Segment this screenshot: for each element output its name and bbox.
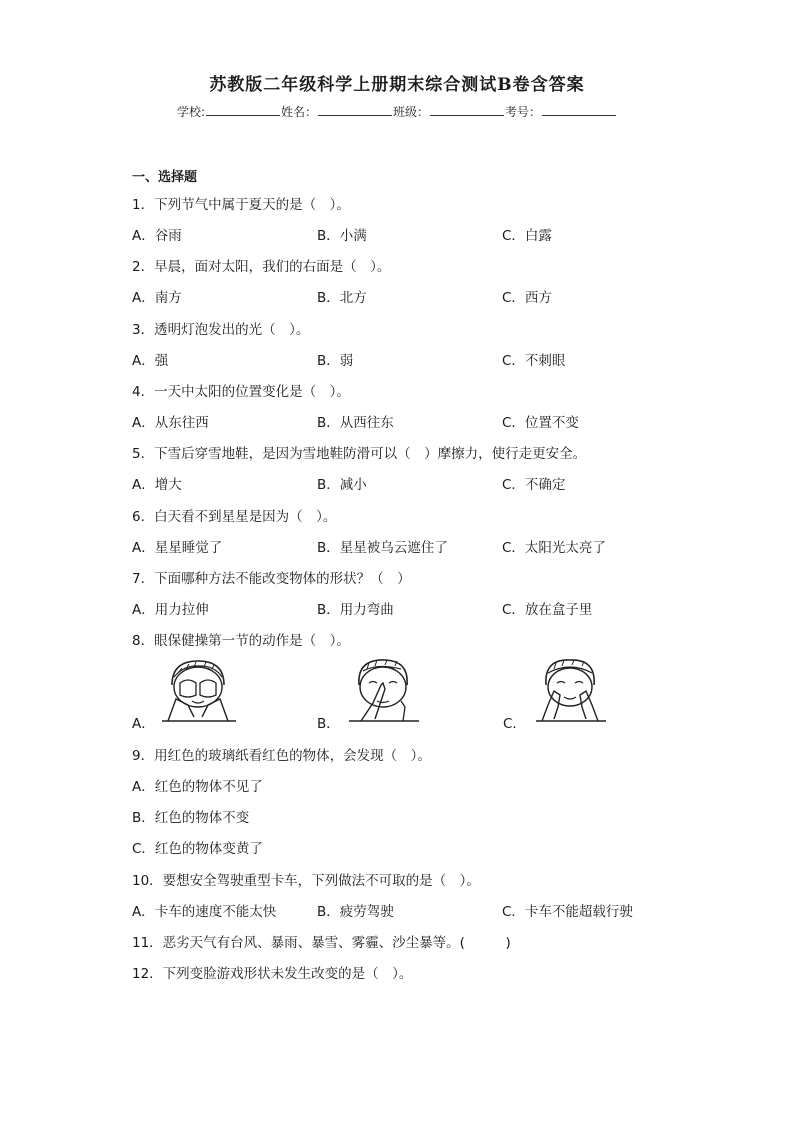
option-c[interactable]: C．白露 bbox=[502, 228, 552, 244]
question-12: 12．下列变脸游戏形状未发生改变的是（ ）。 bbox=[132, 966, 413, 982]
option-a[interactable]: A． bbox=[132, 716, 155, 732]
option-a[interactable]: A．强 bbox=[132, 353, 169, 369]
question-2-options bbox=[132, 286, 692, 306]
option-a[interactable]: A．卡车的速度不能太快 bbox=[132, 904, 277, 920]
option-b[interactable]: B．用力弯曲 bbox=[317, 602, 394, 618]
option-b[interactable]: B．弱 bbox=[317, 353, 354, 369]
question-6-options bbox=[132, 536, 692, 556]
class-blank[interactable] bbox=[430, 103, 504, 116]
question-10: 10．要想安全驾驶重型卡车，下列做法不可取的是（ ）。 bbox=[132, 873, 480, 889]
option-b[interactable]: B．红色的物体不变 bbox=[132, 810, 250, 826]
question-7-options bbox=[132, 598, 692, 618]
question-1-options bbox=[132, 224, 692, 244]
option-a[interactable]: A．南方 bbox=[132, 290, 182, 306]
option-a[interactable]: A．增大 bbox=[132, 477, 182, 493]
child-pressing-cheeks-icon bbox=[530, 655, 610, 723]
question-7: 7．下面哪种方法不能改变物体的形状？（ ） bbox=[132, 571, 411, 587]
question-4-options bbox=[132, 411, 692, 431]
option-c[interactable]: C．不确定 bbox=[502, 477, 566, 493]
question-3: 3．透明灯泡发出的光（ ）。 bbox=[132, 322, 310, 338]
question-9: 9．用红色的玻璃纸看红色的物体，会发现（ ）。 bbox=[132, 748, 431, 764]
option-b[interactable]: B．星星被乌云遮住了 bbox=[317, 540, 448, 556]
question-1: 1．下列节气中属于夏天的是（ ）。 bbox=[132, 197, 350, 213]
option-a[interactable]: A．星星睡觉了 bbox=[132, 540, 223, 556]
exam-number-blank[interactable] bbox=[542, 103, 616, 116]
question-5-options bbox=[132, 473, 692, 493]
name-label: 姓名： bbox=[281, 105, 318, 119]
option-c[interactable]: C．不刺眼 bbox=[502, 353, 566, 369]
option-b[interactable]: B．减小 bbox=[317, 477, 367, 493]
question-2: 2．早晨，面对太阳，我们的右面是（ ）。 bbox=[132, 259, 391, 275]
option-c[interactable]: C．红色的物体变黄了 bbox=[132, 841, 263, 857]
section-title: 一、选择题 bbox=[132, 170, 198, 185]
school-label: 学校: bbox=[176, 105, 205, 119]
option-c[interactable]: C．卡车不能超载行驶 bbox=[502, 904, 633, 920]
question-8: 8．眼保健操第一节的动作是（ ）。 bbox=[132, 633, 350, 649]
eye-exercise-picture-a[interactable] bbox=[158, 655, 238, 723]
class-label: 班级： bbox=[393, 105, 430, 119]
page-title: 苏教版二年级科学上册期末综合测试B卷含答案 bbox=[209, 75, 585, 95]
child-pressing-nose-icon bbox=[343, 655, 423, 723]
question-5: 5．下雪后穿雪地鞋，是因为雪地鞋防滑可以（ ）摩擦力，使行走更安全。 bbox=[132, 446, 587, 462]
option-a[interactable]: A．谷雨 bbox=[132, 228, 182, 244]
exam-number-label: 考号： bbox=[505, 105, 542, 119]
option-c[interactable]: C．西方 bbox=[502, 290, 552, 306]
student-info-row bbox=[0, 103, 794, 120]
eye-exercise-picture-c[interactable] bbox=[530, 655, 610, 723]
option-b[interactable]: B．从西往东 bbox=[317, 415, 394, 431]
option-c[interactable]: C． bbox=[503, 716, 526, 732]
option-c[interactable]: C．位置不变 bbox=[502, 415, 579, 431]
name-blank[interactable] bbox=[318, 103, 392, 116]
option-a[interactable]: A．红色的物体不见了 bbox=[132, 779, 263, 795]
option-b[interactable]: B． bbox=[317, 716, 340, 732]
option-b[interactable]: B．北方 bbox=[317, 290, 367, 306]
eye-exercise-picture-b[interactable] bbox=[343, 655, 423, 723]
question-4: 4．一天中太阳的位置变化是（ ）。 bbox=[132, 384, 350, 400]
question-3-options bbox=[132, 349, 692, 369]
school-blank[interactable] bbox=[206, 103, 280, 116]
option-c[interactable]: C．太阳光太亮了 bbox=[502, 540, 606, 556]
option-c[interactable]: C．放在盒子里 bbox=[502, 602, 593, 618]
option-a[interactable]: A．从东往西 bbox=[132, 415, 209, 431]
child-covering-eyes-icon bbox=[158, 655, 238, 723]
question-6: 6．白天看不到星星是因为（ ）。 bbox=[132, 509, 337, 525]
option-a[interactable]: A．用力拉伸 bbox=[132, 602, 209, 618]
question-10-options bbox=[132, 900, 692, 920]
question-11: 11．恶劣天气有台风、暴雨、暴雪、雾霾、沙尘暴等。( ) bbox=[132, 935, 511, 951]
option-b[interactable]: B．疲劳驾驶 bbox=[317, 904, 394, 920]
option-b[interactable]: B．小满 bbox=[317, 228, 367, 244]
